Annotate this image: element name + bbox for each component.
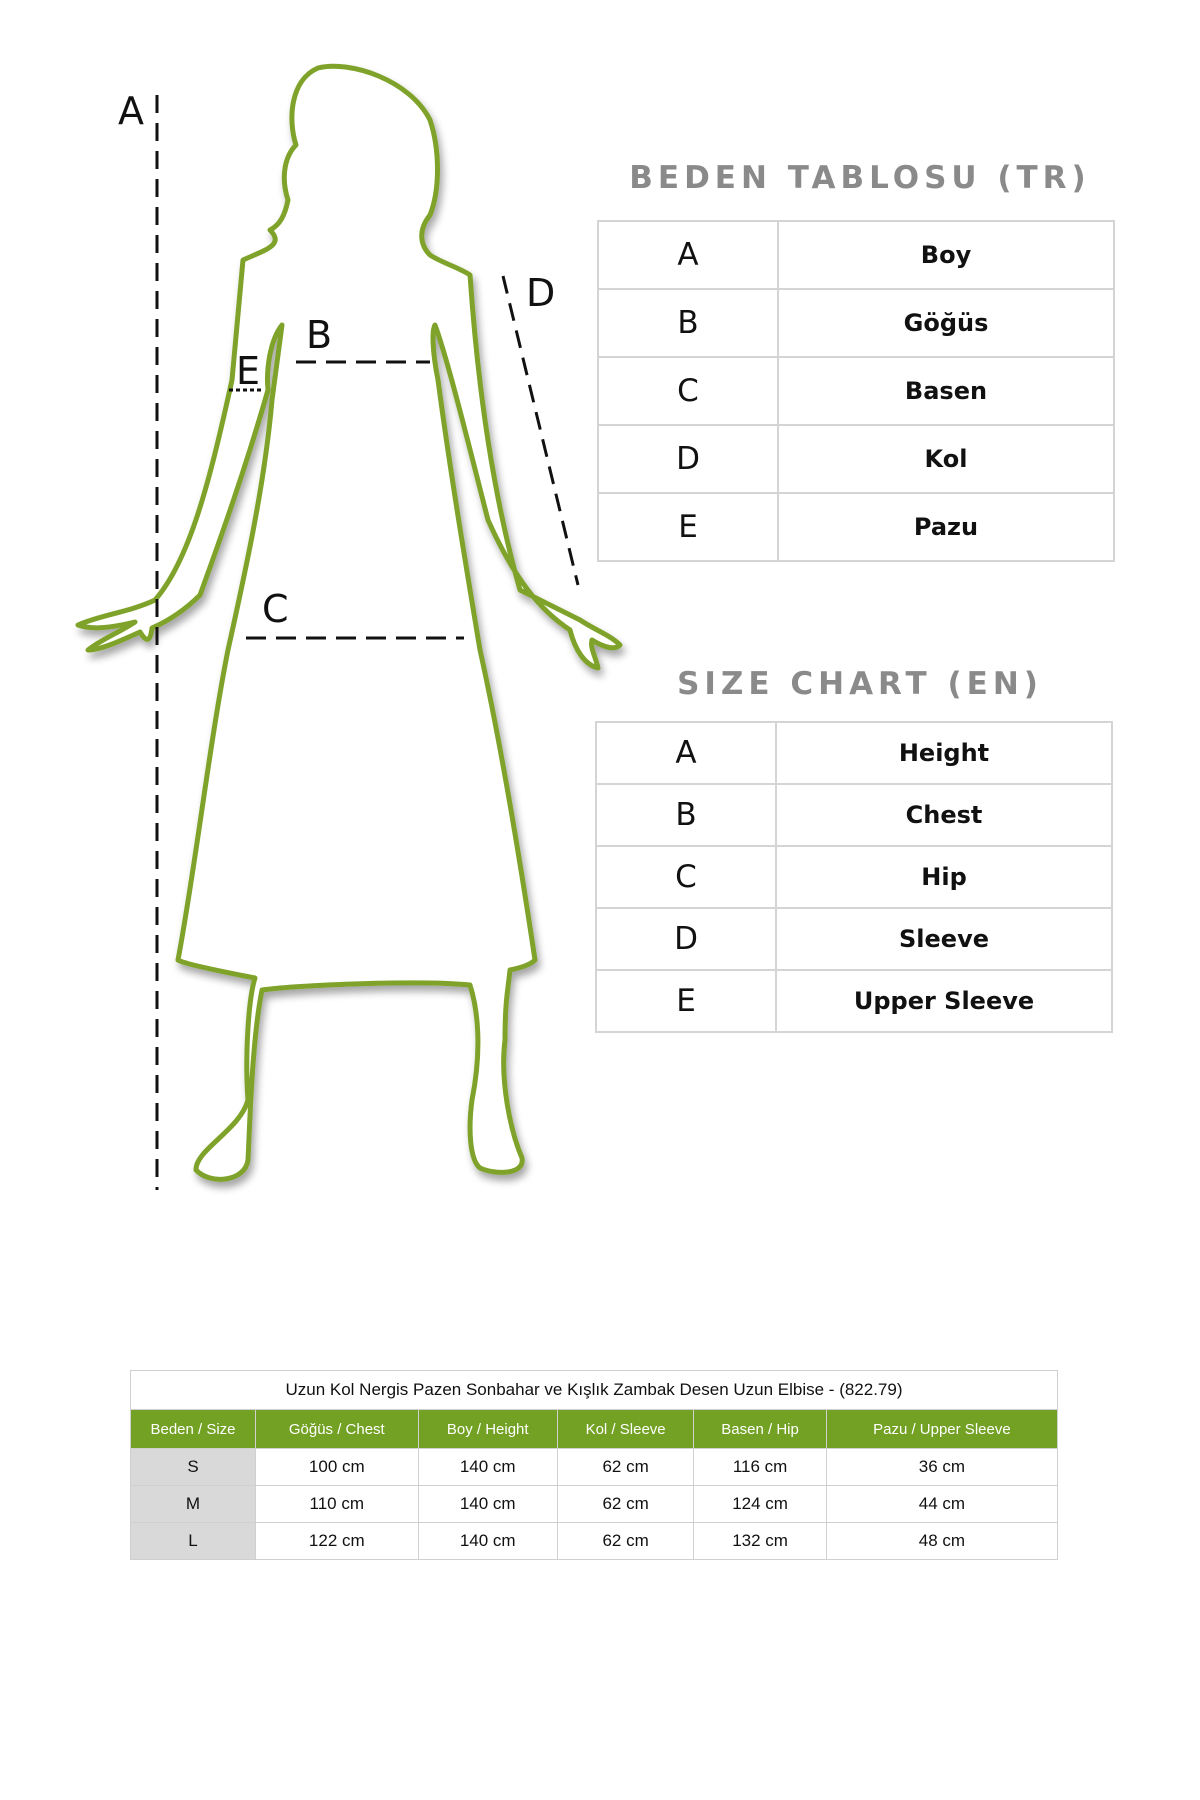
- table-row: [596, 846, 1112, 908]
- key-name: Göğüs: [778, 289, 1114, 357]
- table-cell: 62 cm: [557, 1449, 694, 1486]
- label-c: C: [262, 587, 289, 631]
- table-cell: 140 cm: [418, 1449, 557, 1486]
- key-name: Hip: [776, 846, 1112, 908]
- key-code: C: [596, 846, 776, 908]
- table-row: [596, 784, 1112, 846]
- table-header-row: [131, 1410, 1058, 1449]
- key-code: A: [598, 221, 778, 289]
- table-row: [596, 722, 1112, 784]
- table-row: [596, 908, 1112, 970]
- table-cell: 122 cm: [256, 1523, 419, 1560]
- body-silhouette-svg: [0, 0, 640, 1200]
- key-code: E: [598, 493, 778, 561]
- size-label: S: [131, 1449, 256, 1486]
- key-name: Kol: [778, 425, 1114, 493]
- key-code: A: [596, 722, 776, 784]
- en-chart-title: SIZE CHART (EN): [677, 666, 1043, 702]
- key-code: D: [596, 908, 776, 970]
- table-cell: 62 cm: [557, 1486, 694, 1523]
- label-d: D: [526, 271, 556, 315]
- size-measurement-table: [130, 1370, 1058, 1560]
- table-row: [598, 493, 1114, 561]
- table-cell: 110 cm: [256, 1486, 419, 1523]
- header-chest: Göğüs / Chest: [256, 1410, 419, 1449]
- header-height: Boy / Height: [418, 1410, 557, 1449]
- en-key-table: [595, 721, 1113, 1033]
- key-name: Chest: [776, 784, 1112, 846]
- key-name: Height: [776, 722, 1112, 784]
- key-name: Pazu: [778, 493, 1114, 561]
- label-a: A: [118, 89, 144, 133]
- table-cell: 116 cm: [694, 1449, 826, 1486]
- key-code: B: [596, 784, 776, 846]
- body-measurement-diagram: [0, 0, 640, 1200]
- table-row: [598, 357, 1114, 425]
- tr-key-table: [597, 220, 1115, 562]
- table-cell: 36 cm: [826, 1449, 1057, 1486]
- key-name: Basen: [778, 357, 1114, 425]
- key-code: E: [596, 970, 776, 1032]
- table-cell: 44 cm: [826, 1486, 1057, 1523]
- table-row: [598, 425, 1114, 493]
- header-hip: Basen / Hip: [694, 1410, 826, 1449]
- table-cell: 100 cm: [256, 1449, 419, 1486]
- label-e: E: [236, 349, 261, 393]
- table-caption-row: [131, 1371, 1058, 1410]
- table-row: [598, 289, 1114, 357]
- key-name: Sleeve: [776, 908, 1112, 970]
- table-row: [131, 1523, 1058, 1560]
- label-b: B: [306, 313, 333, 357]
- table-row: [131, 1486, 1058, 1523]
- table-cell: 124 cm: [694, 1486, 826, 1523]
- size-label: L: [131, 1523, 256, 1560]
- silhouette-outline: [78, 66, 620, 1179]
- table-row: [598, 221, 1114, 289]
- table-cell: 132 cm: [694, 1523, 826, 1560]
- key-code: D: [598, 425, 778, 493]
- size-label: M: [131, 1486, 256, 1523]
- key-code: B: [598, 289, 778, 357]
- table-caption: Uzun Kol Nergis Pazen Sonbahar ve Kışlık Zambak Desen Uzun Elbise - (822.79): [131, 1371, 1058, 1410]
- table-cell: 140 cm: [418, 1523, 557, 1560]
- key-name: Upper Sleeve: [776, 970, 1112, 1032]
- key-code: C: [598, 357, 778, 425]
- table-row: [131, 1449, 1058, 1486]
- tr-chart-title: BEDEN TABLOSU (TR): [629, 160, 1091, 196]
- header-size: Beden / Size: [131, 1410, 256, 1449]
- header-upper-sleeve: Pazu / Upper Sleeve: [826, 1410, 1057, 1449]
- table-cell: 62 cm: [557, 1523, 694, 1560]
- table-cell: 48 cm: [826, 1523, 1057, 1560]
- key-name: Boy: [778, 221, 1114, 289]
- table-cell: 140 cm: [418, 1486, 557, 1523]
- line-d-sleeve: [503, 271, 578, 585]
- header-sleeve: Kol / Sleeve: [557, 1410, 694, 1449]
- table-row: [596, 970, 1112, 1032]
